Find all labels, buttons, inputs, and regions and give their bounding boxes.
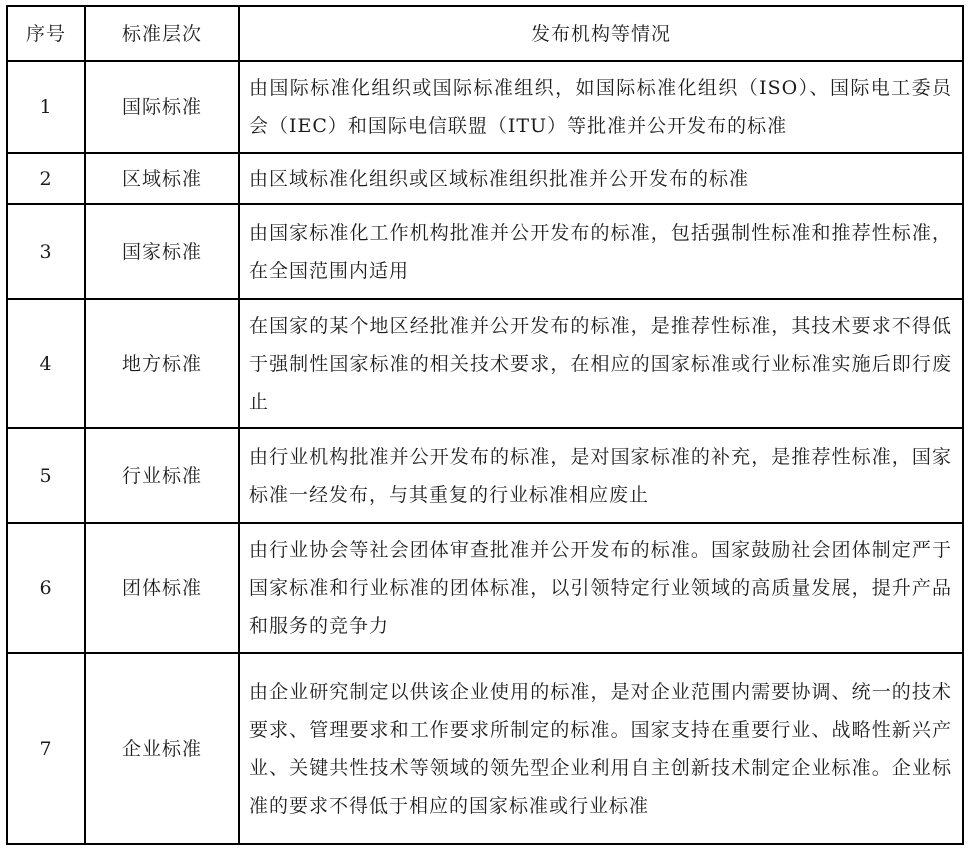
table-header-row: [7, 6, 963, 61]
cell-desc: 由区域标准化组织或区域标准组织批准并公开发布的标准: [239, 153, 963, 204]
cell-desc: 由国家标准化工作机构批准并公开发布的标准，包括强制性标准和推荐性标准，在全国范围内适用: [239, 204, 963, 299]
cell-desc: 由行业机构批准并公开发布的标准，是对国家标准的补充，是推荐性标准，国家标准一经发布，与其重复的行业标准相应废止: [239, 428, 963, 523]
cell-seq: 6: [7, 523, 85, 653]
table-row: [7, 153, 963, 204]
standards-levels-table: [6, 5, 964, 845]
cell-level: 行业标准: [85, 428, 239, 523]
column-header-seq: 序号: [7, 6, 85, 61]
cell-level: 国家标准: [85, 204, 239, 299]
column-header-level: 标准层次: [85, 6, 239, 61]
cell-seq: 1: [7, 61, 85, 153]
table-row: [7, 523, 963, 653]
cell-level: 区域标准: [85, 153, 239, 204]
cell-seq: 4: [7, 299, 85, 428]
cell-desc: 由国际标准化组织或国际标准组织，如国际标准化组织（ISO）、国际电工委员会（IEC）和国际电信联盟（ITU）等批准并公开发布的标准: [239, 61, 963, 153]
table-row: [7, 428, 963, 523]
cell-desc: 由企业研究制定以供该企业使用的标准，是对企业范围内需要协调、统一的技术要求、管理要求和工作要求所制定的标准。国家支持在重要行业、战略性新兴产业、关键共性技术等领域的领先型企业利用自主创新技术制定企业标准。企业标准的要求不得低于相应的国家标准或行业标准: [239, 653, 963, 844]
table-row: [7, 61, 963, 153]
cell-level: 地方标准: [85, 299, 239, 428]
cell-seq: 7: [7, 653, 85, 844]
cell-level: 国际标准: [85, 61, 239, 153]
cell-seq: 5: [7, 428, 85, 523]
cell-seq: 2: [7, 153, 85, 204]
table-row: [7, 204, 963, 299]
table-row: [7, 653, 963, 844]
cell-desc: 由行业协会等社会团体审查批准并公开发布的标准。国家鼓励社会团体制定严于国家标准和行业标准的团体标准，以引领特定行业领域的高质量发展，提升产品和服务的竞争力: [239, 523, 963, 653]
cell-desc: 在国家的某个地区经批准并公开发布的标准，是推荐性标准，其技术要求不得低于强制性国家标准的相关技术要求，在相应的国家标准或行业标准实施后即行废止: [239, 299, 963, 428]
table-row: [7, 299, 963, 428]
cell-level: 团体标准: [85, 523, 239, 653]
cell-level: 企业标准: [85, 653, 239, 844]
column-header-desc: 发布机构等情况: [239, 6, 963, 61]
cell-seq: 3: [7, 204, 85, 299]
